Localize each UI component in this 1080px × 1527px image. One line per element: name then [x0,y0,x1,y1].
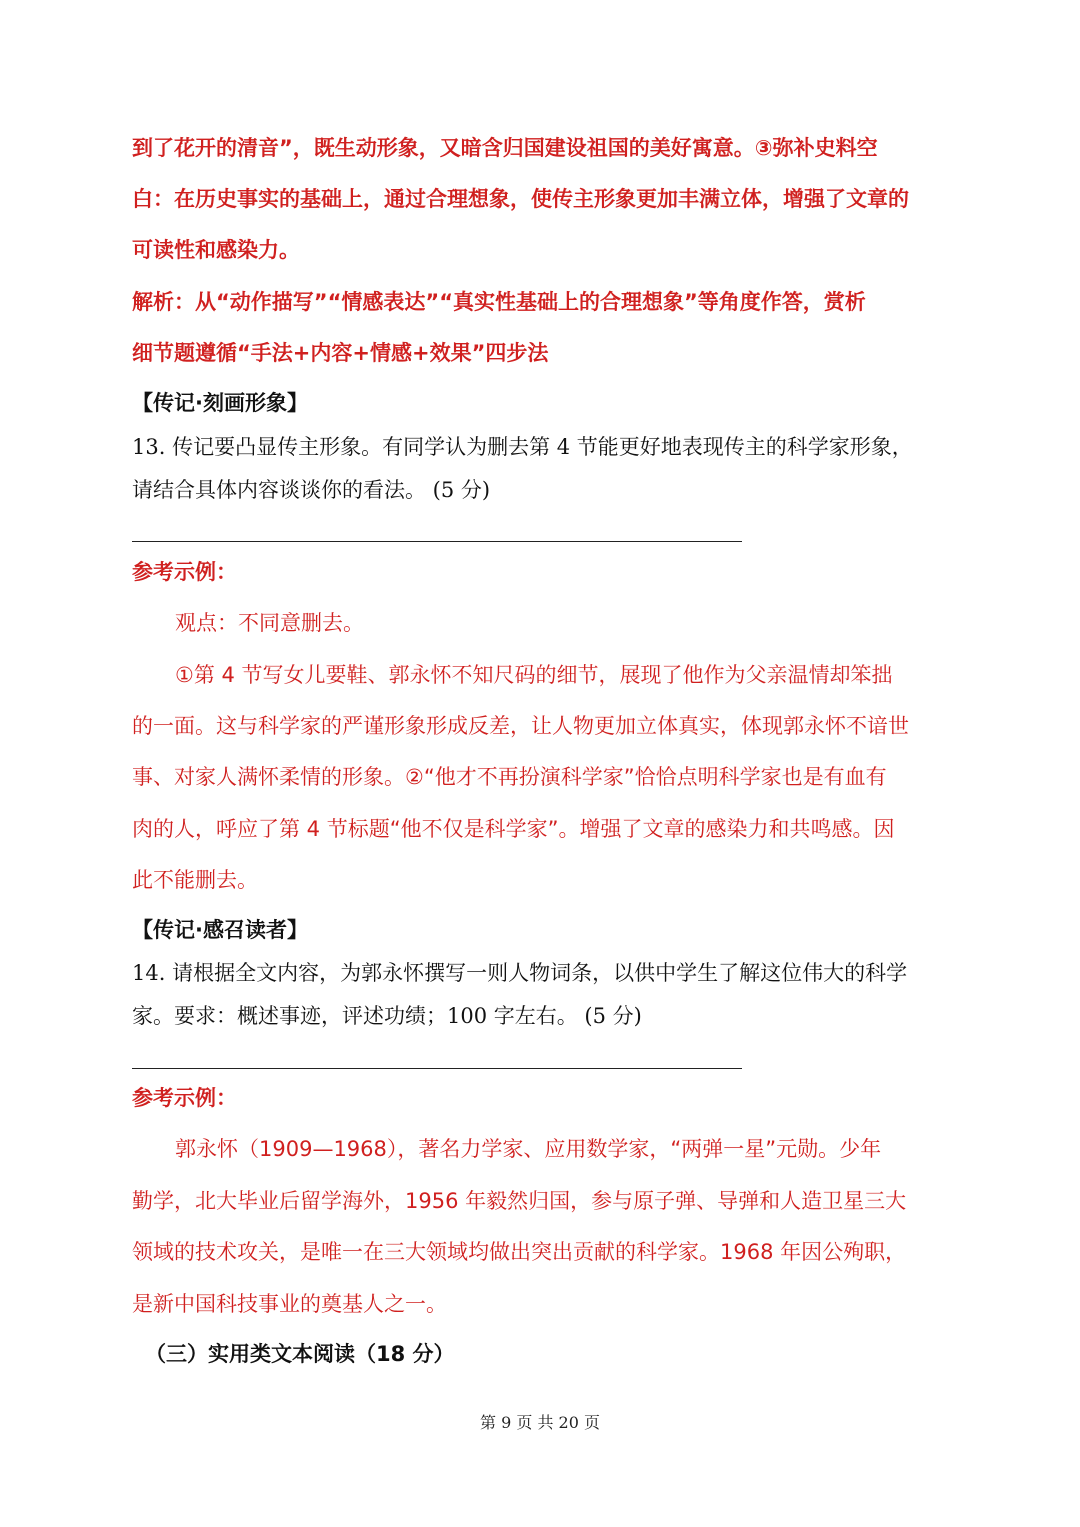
analysis-line [132,287,866,317]
section-heading: 【传记·感召读者】 [132,918,308,942]
question-text: 请结合具体内容谈谈你的看法。 (5 分) [132,478,491,502]
answer-line: ①第 4 节写女儿要鞋、郭永怀不知尺码的细节，展现了他作为父亲温情却笨拙 [175,663,893,687]
analysis-line: 细节题遵循“手法+内容+情感+效果”四步法 [132,341,549,365]
section-heading: 【传记·刻画形象】 [132,391,308,415]
answer-line: 肉的人，呼应了第 4 节标题“他不仅是科学家”。增强了文章的感染力和共鸣感。因 [132,817,895,841]
answer-line: 此不能删去。 [132,868,258,892]
answer-line: 的一面。这与科学家的严谨形象形成反差，让人物更加立体真实，体现郭永怀不谙世 [132,714,909,738]
answer-line: 是新中国科技事业的奠基人之一。 [132,1292,447,1316]
answer-line: 观点：不同意删去。 [175,611,364,635]
analysis-label: 解析： [132,290,195,314]
question-text: 家。要求：概述事迹，评述功绩；100 字左右。 (5 分) [132,1004,642,1028]
answer-line: 领域的技术攻关，是唯一在三大领域均做出突出贡献的科学家。1968 年因公殉职， [132,1240,907,1264]
answer-line: 白：在历史事实的基础上，通过合理想象，使传主形象更加丰满立体，增强了文章的 [132,187,909,211]
answer-line: 事、对家人满怀柔情的形象。②“他才不再扮演科学家”恰恰点明科学家也是有血有 [132,765,887,789]
answer-blank-line[interactable] [132,541,742,542]
answer-line: 可读性和感染力。 [132,238,300,262]
question-text: 14. 请根据全文内容，为郭永怀撰写一则人物词条，以供中学生了解这位伟大的科学 [132,961,908,985]
answer-line: 到了花开的清音”，既生动形象，又暗含归国建设祖国的美好寓意。③弥补史料空 [132,136,878,160]
section-title: （三）实用类文本阅读（18 分） [145,1342,455,1366]
answer-line: 勤学，北大毕业后留学海外，1956 年毅然归国，参与原子弹、导弹和人造卫星三大 [132,1189,907,1213]
page-number: 第 9 页 共 20 页 [480,1413,600,1432]
reference-label: 参考示例： [132,1086,237,1110]
question-text: 13. 传记要凸显传主形象。有同学认为删去第 4 节能更好地表现传主的科学家形象， [132,435,913,459]
answer-line: 郭永怀（1909—1968），著名力学家、应用数学家，“两弹一星”元勋。少年 [175,1137,882,1161]
answer-blank-line[interactable] [132,1068,742,1069]
analysis-text: 从“动作描写”“情感表达”“真实性基础上的合理想象”等角度作答，赏析 [195,290,866,314]
reference-label: 参考示例： [132,560,237,584]
